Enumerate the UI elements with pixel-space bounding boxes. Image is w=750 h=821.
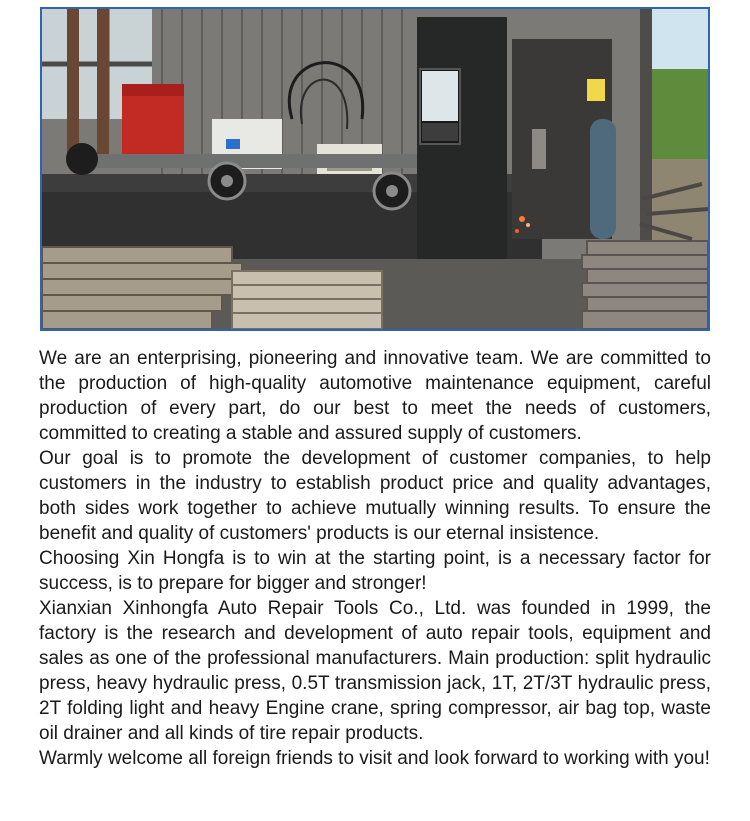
paragraph-choosing: Choosing Xin Hongfa is to win at the starting point, is a necessary factor for success, is to prepare for bigger and stronger! xyxy=(39,548,711,594)
paragraph-company-history: Xianxian Xinhongfa Auto Repair Tools Co., Ltd. was founded in 1999, the factory is the research and development of auto repair tools, equipment and sales as one of the professional manufacturers. Main production: split hydraulic press, heavy hydraulic press, 0.5T transmission jack, 1T, 2T/3T hydraulic press, 2T folding light and heavy Engine crane, spring compressor, air bag top, waste oil drainer and all kinds of tire repair products. xyxy=(39,598,711,744)
company-description xyxy=(39,346,711,771)
paragraph-team: We are an enterprising, pioneering and innovative team. We are committed to the production of high-quality automotive maintenance equipment, careful production of every part, do our best to meet the needs of customers, committed to creating a stable and assured supply of customers. xyxy=(39,348,711,444)
paragraph-goal: Our goal is to promote the development of customer companies, to help customers in the industry to establish product price and quality advantages, both sides work together to achieve mutually winning results. To ensure the benefit and quality of customers' products is our eternal insistence. xyxy=(39,448,711,544)
factory-photo-illustration xyxy=(42,9,708,329)
factory-photo xyxy=(40,7,710,331)
paragraph-welcome: Warmly welcome all foreign friends to visit and look forward to working with you! xyxy=(39,748,710,769)
